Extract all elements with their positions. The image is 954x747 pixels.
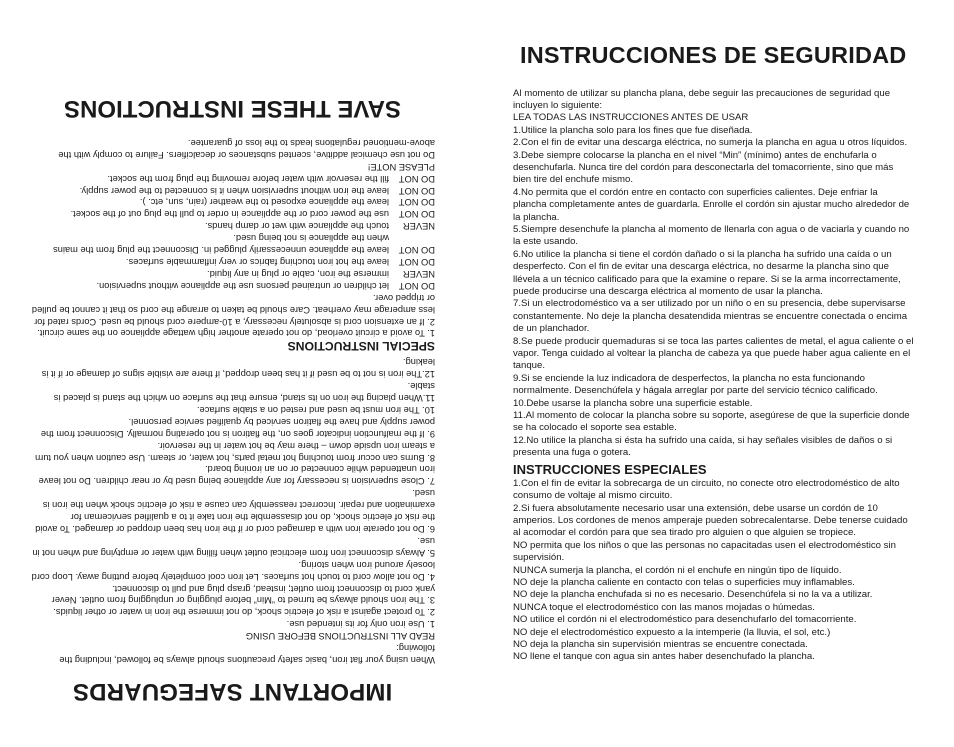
warning-keyword: DO NOT bbox=[398, 173, 435, 184]
spanish-item: 3.Debe siempre colocarse la plancha en el nivel “Min” (mínimo) antes de enchufarla o desenchufarla. Nunca tire del cordón para desconectarla del tomacorriente, sino que más bien tire del enchufe mismo. bbox=[513, 149, 894, 186]
spanish-warning-list bbox=[513, 540, 914, 664]
warning-keyword: NEVER bbox=[402, 221, 435, 232]
spanish-warning: NUNCA sumerja la plancha, el cordón ni el enchufe en ningún tipo de líquido. bbox=[513, 564, 842, 576]
english-item-list bbox=[30, 355, 435, 629]
spanish-item: 5.Siempre desenchufe la plancha al momento de llenarla con agua o de vaciarla y cuando no la este usando. bbox=[513, 223, 910, 248]
spanish-item: 7.Si un electrodoméstico va a ser utilizado por un niño o en su presencia, debe supervisarse constantemente. No deje la plancha desatendida mientras se encuentre conectada o encima de un planchador. bbox=[513, 298, 908, 335]
warning-text: leave the iron without supervision when it is connected to the power supply. bbox=[79, 185, 389, 196]
spanish-item-list bbox=[513, 125, 914, 460]
english-item: 9. If the malfunction indicator goes on, the flatiron is not operating normally. Disconnect from the power supply and have the flatiron serviced by qualified service personnel. bbox=[40, 416, 435, 439]
warning-text: fill the reservoir with water before removing the plug from the socket. bbox=[107, 173, 389, 184]
warning-text: touch the appliance with wet or damp hands. bbox=[205, 221, 389, 232]
english-item: 6. Do not operate iron with a damaged cord or if the iron has been dropped or damaged. To avoid the risk of electric shock, do not disassemble the iron take it to a qualified serviceman for examination and repair. Incorrect reassembly can cause a risk of electric shock when the iron is used. bbox=[35, 488, 435, 535]
english-note-text: Do not use chemical additive, scented substances or decalcifiers. Failure to comply with the above-mentioned regulations leads to the loss of guarantee. bbox=[58, 137, 435, 160]
english-body bbox=[30, 136, 435, 665]
spanish-body bbox=[513, 88, 914, 664]
english-title: IMPORTANT SAFEGUARDS bbox=[72, 678, 393, 705]
english-warning-row bbox=[30, 231, 435, 255]
english-warning-row bbox=[30, 172, 435, 184]
english-special-heading: SPECIAL INSTRUCTIONS bbox=[287, 339, 435, 354]
warning-text: let children or untrained persons use the appliance without supervision. bbox=[96, 280, 389, 291]
english-warning-list bbox=[30, 172, 435, 291]
warning-text: leave the hot iron touching fabrics or very inflammable surfaces. bbox=[125, 257, 389, 267]
warning-keyword: DO NOT bbox=[398, 185, 435, 196]
english-read-all: READ ALL INSTRUCTIONS BEFORE USING bbox=[245, 631, 435, 642]
warning-keyword: DO NOT bbox=[398, 209, 435, 220]
spanish-title: INSTRUCCIONES DE SEGURIDAD bbox=[520, 42, 907, 68]
english-item: 7. Close supervision is necessary for any appliance being used by or near children. Do not leave iron unattended while connected or on an ironing board. bbox=[38, 464, 435, 487]
english-item: 2. To protect against a risk of electric shock, do not immerse the iron in water or other liquids. bbox=[53, 607, 435, 618]
spanish-item: 9.Si se enciende la luz indicadora de desperfectos, la plancha no esta funcionando normalmente. Desenchúfela y hágala arreglar por parte del servicio técnico calificado. bbox=[513, 372, 878, 397]
english-warning-row bbox=[30, 279, 435, 291]
spanish-special-item: 1.Con el fin de evitar la sobrecarga de un circuito, no conecte otro electrodoméstico de alto consumo de voltaje al mismo circuito. bbox=[513, 477, 900, 502]
spanish-warning: NO deje la plancha enchufada si no es necesario. Desenchúfela si no la va a utilizar. bbox=[513, 589, 873, 601]
warning-keyword: NEVER bbox=[402, 268, 435, 279]
english-warning-row bbox=[30, 196, 435, 208]
warning-text: use the power cord or the appliance in order to pull the plug out of the socket. bbox=[70, 209, 389, 220]
english-intro: When using your flat iron, basic safety precautions should always be followed, including the following: bbox=[59, 643, 435, 665]
english-warning-row bbox=[30, 207, 435, 219]
spanish-warning: NO utilice el cordón ni el electrodoméstico para desenchufarlo del tomacorriente. bbox=[513, 614, 857, 626]
warning-keyword: DO NOT bbox=[398, 257, 435, 267]
english-item: 10. The iron must be used and rested on a stable surface. bbox=[196, 404, 435, 415]
english-item: 11.When placing the iron on its stand, ensure that the surface on which the stand is placed is stable. bbox=[53, 381, 435, 404]
spanish-instructions-column bbox=[477, 0, 954, 747]
warning-keyword: DO NOT bbox=[398, 280, 435, 291]
spanish-item: 8.Se puede producir quemaduras si se toca las partes calientes de metal, el agua caliente o el vapor. Tenga cuidado al voltear la plancha de cabeza ya que puede haber agua caliente en el tanque. bbox=[513, 335, 914, 372]
english-item: 1. Use iron only for its intended use. bbox=[286, 619, 435, 630]
spanish-warning: NO deje la plancha caliente en contacto con telas o superficies muy inflamables. bbox=[513, 576, 855, 588]
english-item: 4. Do not allow cord to touch hot surfaces. Let iron cool completely before putting away. Loop cord loosely around iron when storing. bbox=[31, 559, 435, 582]
spanish-read-all: LEA TODAS LAS INSTRUCCIONES ANTES DE USAR bbox=[513, 112, 749, 124]
spanish-item: 1.Utilice la plancha solo para los fines que fue diseñada. bbox=[513, 124, 753, 136]
warning-keyword: DO NOT bbox=[398, 197, 435, 208]
english-note-label: PLEASE NOTE! bbox=[367, 161, 435, 172]
spanish-item: 2.Con el fin de evitar una descarga eléctrica, no sumerja la plancha en agua u otros líquidos. bbox=[513, 137, 908, 149]
spanish-special-item: 2.Si fuera absolutamente necesario usar una extensión, debe usarse un cordón de 10 amperios. Los cordones de menos amperaje pueden sobrecalentarse. Debe tenerse cuidado al acomodar el cordón para que sea tirado pro alguien o que alguien se tropiece. bbox=[513, 502, 908, 539]
english-item: 12.The iron is not to be used if it has been dropped, if there are visible signs of damage or if it is leaking. bbox=[41, 357, 435, 380]
spanish-intro: Al momento de utilizar su plancha plana, debe seguir las precauciones de seguridad que incluyen lo siguiente: bbox=[513, 87, 891, 111]
warning-text: leave the appliance unnecessarily plugged in. Disconnect the plug from the mains when the appliance is not being used. bbox=[53, 233, 389, 256]
spanish-warning: NO permita que los niños o que las personas no capacitadas usen el electrodoméstico sin supervisión. bbox=[513, 539, 896, 564]
spanish-item: 11.Al momento de colocar la plancha sobre su soporte, asegúrese de que la superficie donde se ha colocado el soporte sea estable. bbox=[513, 410, 910, 434]
spanish-warning: NO llene el tanque con agua sin antes haber desenchufado la plancha. bbox=[513, 651, 815, 663]
spanish-warning: NUNCA toque el electrodoméstico con las manos mojadas o húmedas. bbox=[513, 601, 815, 613]
spanish-special-heading: INSTRUCCIONES ESPECIALES bbox=[513, 461, 707, 477]
english-warning-row bbox=[30, 255, 435, 267]
english-special-item: 2. If an extension cord is absolutely necessary, a 10-ampere cord should be used. Cords rated for less amperage may overheat. Care should be taken to arrange the cord so that it cannot be pulled or tripped over. bbox=[31, 292, 435, 327]
english-item: 5. Always disconnect iron from electrical outlet when filling with water or emptying and when not in use. bbox=[32, 535, 435, 558]
english-item: 3. The iron should always be turned to “Min” before plugging or unplugging from outlet. Never yank cord to disconnect from outlet; instead, grasp plug and pull to disconnect. bbox=[51, 583, 435, 606]
spanish-warning: NO deja la plancha sin supervisión mientras se encuentre conectada. bbox=[513, 638, 808, 650]
spanish-item: 4.No permita que el cordón entre en contacto con superficies calientes. Deje enfriar la plancha completamente antes de guardarla. Enrolle el cordón sin ajustar mucho alrededor de la plancha. bbox=[513, 186, 910, 223]
warning-keyword: DO NOT bbox=[398, 245, 435, 256]
warning-text: leave the appliance exposed to the weather (rain, sun, etc. ). bbox=[139, 197, 389, 208]
english-item: 8. Burns can occur from touching hot metal parts, hot water, or steam. Use caution when you turn a steam iron upside down – there may be hot water in the reservoir. bbox=[35, 440, 435, 463]
english-save-title: SAVE THESE INSTRUCTIONS bbox=[64, 95, 401, 123]
english-warning-row bbox=[30, 267, 435, 279]
english-warning-row bbox=[30, 219, 435, 231]
spanish-item: 12.No utilice la plancha si ésta ha sufrido una caída, si hay señales visibles de daños o si presenta una fuga o gotera. bbox=[513, 434, 893, 459]
spanish-item: 6.No utilice la plancha si tiene el cordón dañado o si la plancha ha sufrido una caída o un desperfecto. Con el fin de evitar una descarga eléctrica, no desarme la plancha sino que llévela a un técnico calificado para que la examine o repare. Si se la arma incorrectamente, puede producirse una descarga eléctrica al momento de usar la plancha. bbox=[513, 248, 901, 297]
english-special-item: 1. To avoid a circuit overload, do not operate another high wattage appliance on the same circuit. bbox=[37, 328, 435, 339]
spanish-warning: NO deje el electrodoméstico expuesto a la intemperie (la lluvia, el sol, etc.) bbox=[513, 626, 831, 638]
warning-text: immerse the iron, cable or plug in any liquid. bbox=[207, 268, 389, 279]
english-warning-row bbox=[30, 184, 435, 196]
spanish-item: 10.Debe usarse la plancha sobre una superficie estable. bbox=[513, 397, 753, 409]
